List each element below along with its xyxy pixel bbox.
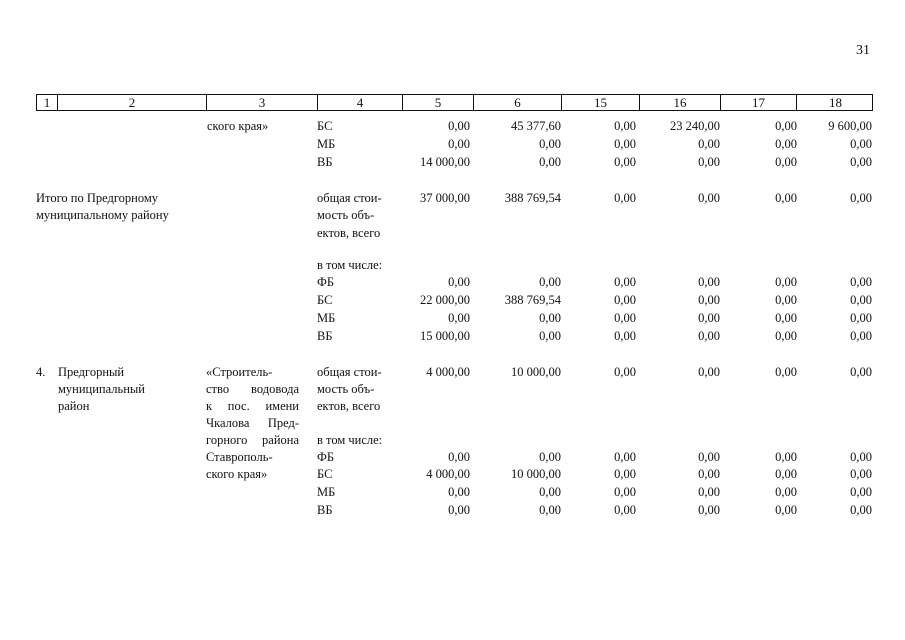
value-cell: 388 769,54	[504, 191, 561, 205]
value-cell: 0,00	[448, 450, 470, 464]
total-cost-label: ектов, всего	[317, 399, 381, 413]
source-label: ВБ	[317, 503, 333, 517]
value-cell: 37 000,00	[420, 191, 470, 205]
value-cell: 0,00	[850, 311, 872, 325]
value-cell: 15 000,00	[420, 329, 470, 343]
value-cell: 0,00	[698, 191, 720, 205]
header-cell: 4	[318, 95, 403, 110]
value-cell: 0,00	[850, 450, 872, 464]
header-cell: 15	[562, 95, 640, 110]
value-cell: 0,00	[698, 503, 720, 517]
value-cell: 0,00	[775, 503, 797, 517]
value-cell: 0,00	[698, 450, 720, 464]
value-cell: 0,00	[539, 503, 561, 517]
including-label: в том числе:	[317, 433, 383, 447]
value-cell: 0,00	[775, 329, 797, 343]
value-cell: 0,00	[850, 467, 872, 481]
value-cell: 0,00	[850, 329, 872, 343]
value-cell: 0,00	[698, 485, 720, 499]
value-cell: 0,00	[448, 311, 470, 325]
value-cell: 0,00	[850, 485, 872, 499]
value-cell: 0,00	[698, 137, 720, 151]
source-label: БС	[317, 467, 333, 481]
value-cell: 0,00	[539, 275, 561, 289]
value-cell: 0,00	[448, 275, 470, 289]
value-cell: 0,00	[614, 293, 636, 307]
value-cell: 0,00	[850, 137, 872, 151]
value-cell: 0,00	[775, 155, 797, 169]
value-cell: 0,00	[698, 365, 720, 379]
value-cell: 0,00	[539, 485, 561, 499]
total-cost-label: мость объ-	[317, 382, 375, 396]
total-cost-label: мость объ-	[317, 208, 375, 222]
source-label: ВБ	[317, 329, 333, 343]
value-cell: 0,00	[775, 191, 797, 205]
header-cell: 6	[474, 95, 562, 110]
value-cell: 0,00	[850, 275, 872, 289]
value-cell: 0,00	[698, 155, 720, 169]
source-label: БС	[317, 119, 333, 133]
value-cell: 0,00	[775, 119, 797, 133]
value-cell: 0,00	[775, 467, 797, 481]
value-cell: 0,00	[539, 137, 561, 151]
value-cell: 0,00	[698, 275, 720, 289]
value-cell: 10 000,00	[511, 365, 561, 379]
project-name-line: горного района	[206, 433, 299, 447]
source-label: МБ	[317, 311, 336, 325]
source-label: БС	[317, 293, 333, 307]
column-number-header	[36, 94, 873, 111]
value-cell: 0,00	[698, 467, 720, 481]
value-cell: 388 769,54	[504, 293, 561, 307]
value-cell: 0,00	[775, 137, 797, 151]
value-cell: 14 000,00	[420, 155, 470, 169]
value-cell: 0,00	[850, 155, 872, 169]
value-cell: 0,00	[448, 503, 470, 517]
value-cell: 0,00	[614, 155, 636, 169]
project-name-line: ство водовода	[206, 382, 299, 396]
value-cell: 0,00	[850, 503, 872, 517]
district-name: Предгорный	[58, 365, 125, 379]
value-cell: 0,00	[850, 191, 872, 205]
value-cell: 0,00	[539, 450, 561, 464]
value-cell: 4 000,00	[426, 467, 470, 481]
value-cell: 0,00	[775, 365, 797, 379]
value-cell: 0,00	[539, 311, 561, 325]
project-name-line: к пос. имени	[206, 399, 299, 413]
header-cell: 3	[207, 95, 318, 110]
value-cell: 22 000,00	[420, 293, 470, 307]
value-cell: 0,00	[539, 155, 561, 169]
value-cell: 4 000,00	[426, 365, 470, 379]
value-cell: 0,00	[614, 191, 636, 205]
total-title: муниципальному району	[36, 208, 169, 222]
value-cell: 0,00	[448, 119, 470, 133]
project-name-line: Ставрополь-	[206, 450, 273, 464]
header-cell: 1	[37, 95, 58, 110]
header-cell: 16	[640, 95, 721, 110]
value-cell: 0,00	[850, 365, 872, 379]
value-cell: 0,00	[850, 293, 872, 307]
value-cell: 0,00	[698, 311, 720, 325]
project-name-end: ского края»	[207, 119, 269, 133]
district-name: район	[58, 399, 90, 413]
project-name-line: ского края»	[206, 467, 268, 481]
value-cell: 0,00	[775, 485, 797, 499]
source-label: ВБ	[317, 155, 333, 169]
value-cell: 45 377,60	[511, 119, 561, 133]
value-cell: 0,00	[775, 311, 797, 325]
source-label: ФБ	[317, 275, 335, 289]
value-cell: 0,00	[614, 119, 636, 133]
source-label: МБ	[317, 485, 336, 499]
value-cell: 0,00	[448, 137, 470, 151]
value-cell: 0,00	[775, 275, 797, 289]
value-cell: 0,00	[448, 485, 470, 499]
row-number: 4.	[36, 365, 46, 379]
header-cell: 5	[403, 95, 474, 110]
value-cell: 0,00	[614, 467, 636, 481]
total-cost-label: общая стои-	[317, 191, 382, 205]
district-name: муниципальный	[58, 382, 145, 396]
value-cell: 0,00	[539, 329, 561, 343]
including-label: в том числе:	[317, 258, 383, 272]
source-label: МБ	[317, 137, 336, 151]
value-cell: 0,00	[614, 365, 636, 379]
value-cell: 0,00	[614, 485, 636, 499]
value-cell: 0,00	[775, 293, 797, 307]
project-name-line: «Строитель-	[206, 365, 273, 379]
value-cell: 23 240,00	[670, 119, 720, 133]
total-cost-label: общая стои-	[317, 365, 382, 379]
value-cell: 0,00	[698, 293, 720, 307]
header-cell: 18	[829, 95, 842, 110]
total-cost-label: ектов, всего	[317, 226, 381, 240]
value-cell: 0,00	[775, 450, 797, 464]
project-name-line: Чкалова Пред-	[206, 416, 299, 430]
page-number: 31	[856, 43, 870, 58]
value-cell: 0,00	[614, 450, 636, 464]
value-cell: 0,00	[614, 329, 636, 343]
value-cell: 0,00	[698, 329, 720, 343]
header-cell: 17	[721, 95, 797, 110]
value-cell: 0,00	[614, 311, 636, 325]
value-cell: 0,00	[614, 275, 636, 289]
source-label: ФБ	[317, 450, 335, 464]
value-cell: 9 600,00	[828, 119, 872, 133]
total-title: Итого по Предгорному	[36, 191, 159, 205]
value-cell: 0,00	[614, 137, 636, 151]
header-cell: 2	[58, 95, 207, 110]
value-cell: 0,00	[614, 503, 636, 517]
value-cell: 10 000,00	[511, 467, 561, 481]
